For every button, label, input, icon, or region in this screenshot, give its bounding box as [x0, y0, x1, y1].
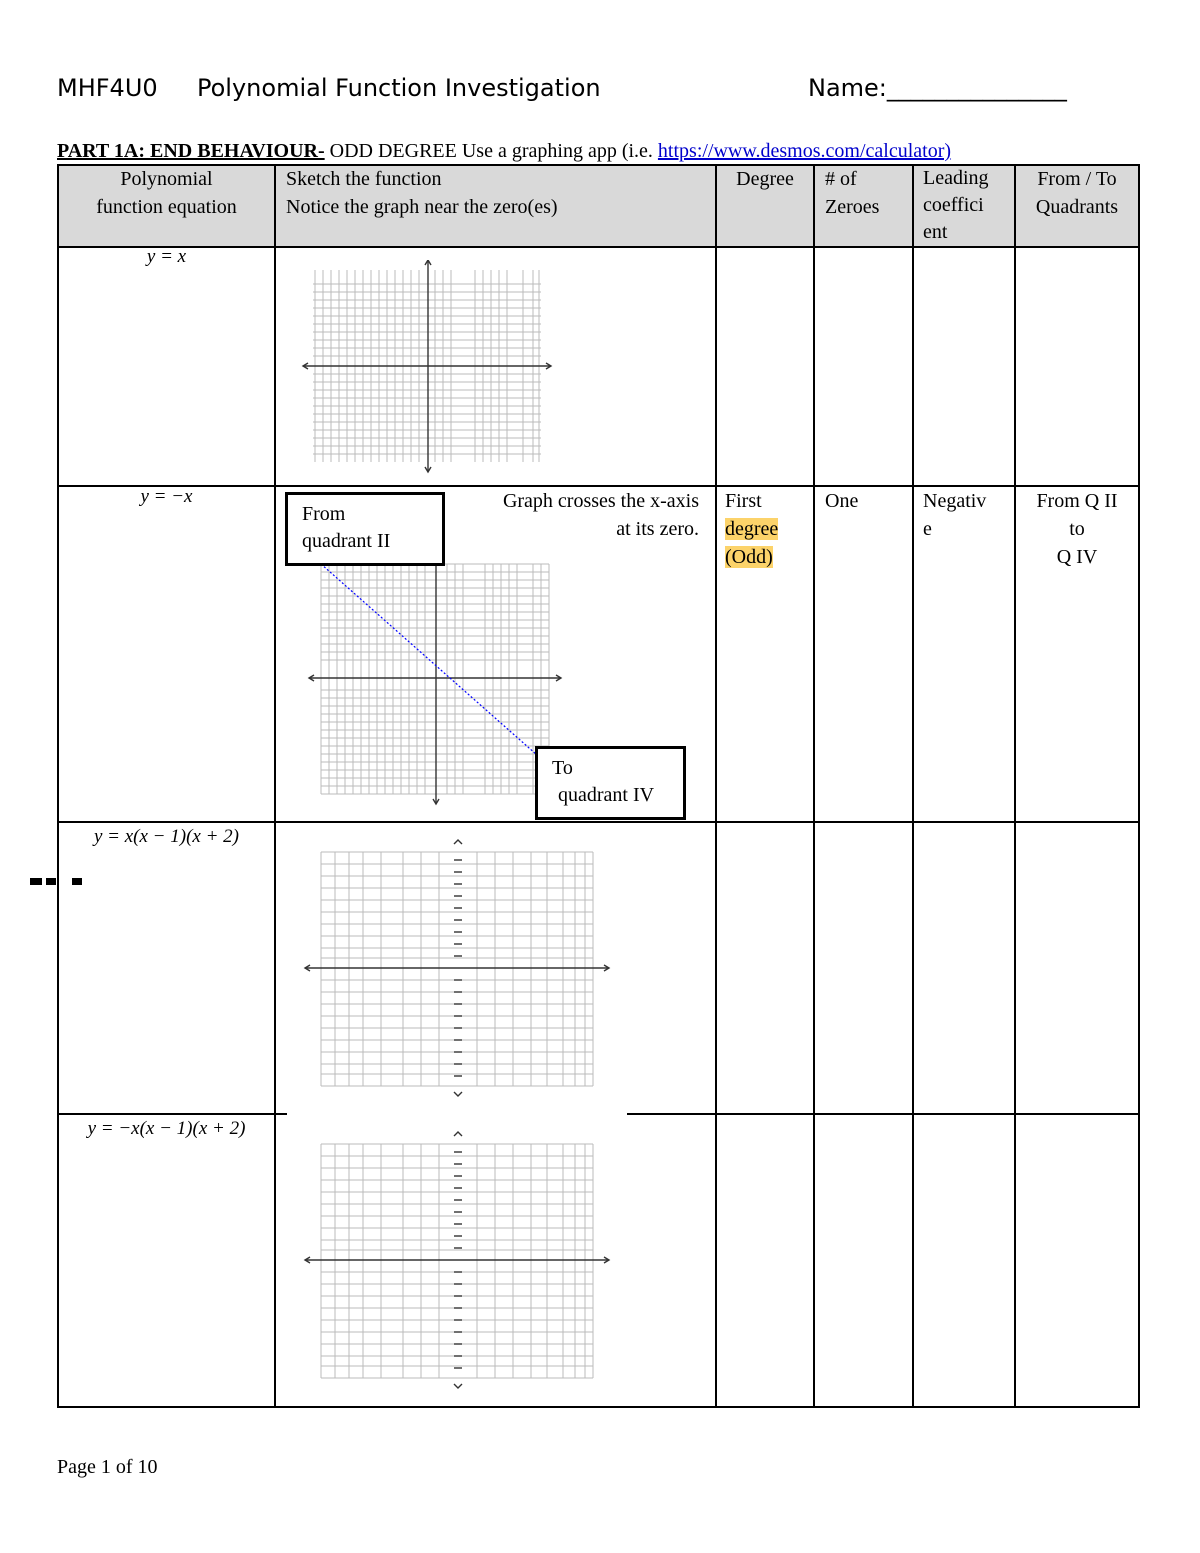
header-sketch: Sketch the function Notice the graph near the zero(es) — [286, 168, 558, 218]
page-header — [57, 74, 1147, 110]
name-field[interactable]: Name:_______________ — [808, 74, 1067, 102]
row2-zeroes: One — [825, 490, 859, 512]
row2-degree: First degree (Odd) — [725, 490, 779, 568]
section-heading — [57, 140, 951, 163]
header-leading: Leading coeffici ent — [923, 167, 989, 243]
header-degree: Degree — [736, 168, 794, 190]
row2-note: Graph crosses the x-axis at its zero. — [502, 490, 699, 540]
course-code: MHF4U0 — [57, 74, 158, 102]
margin-mark — [72, 878, 82, 885]
to-quadrant-box: To quadrant IV — [535, 746, 686, 820]
header-equation: Polynomial function equation — [96, 168, 237, 218]
from-quadrant-box: From quadrant II — [285, 492, 445, 566]
row2-quadrants: From Q II to Q IV — [1036, 490, 1118, 568]
page-number: Page 1 of 10 — [57, 1456, 158, 1478]
part-label: PART 1A: END BEHAVIOUR- — [57, 140, 325, 162]
row4-grid-graph[interactable] — [301, 1130, 615, 1394]
row1-grid-graph[interactable] — [301, 260, 561, 476]
page-title: Polynomial Function Investigation — [197, 74, 601, 102]
desmos-link[interactable]: https://www.desmos.com/calculator) — [657, 140, 952, 162]
margin-mark — [46, 878, 56, 885]
row2-leading: Negativ e — [923, 490, 987, 540]
header-quadrants: From / To Quadrants — [1035, 168, 1119, 218]
row2-equation: y = −x — [140, 486, 193, 507]
row3-equation: y = x(x − 1)(x + 2) — [93, 826, 239, 847]
header-zeroes: # of Zeroes — [825, 168, 880, 218]
row4-equation: y = −x(x − 1)(x + 2) — [87, 1118, 246, 1139]
row3-grid-graph[interactable] — [301, 838, 615, 1102]
margin-mark — [30, 878, 42, 885]
row1-equation: y = x — [146, 246, 187, 267]
investigation-table — [57, 164, 1140, 1408]
part-instructions: ODD DEGREE Use a graphing app (i.e. — [324, 140, 658, 162]
